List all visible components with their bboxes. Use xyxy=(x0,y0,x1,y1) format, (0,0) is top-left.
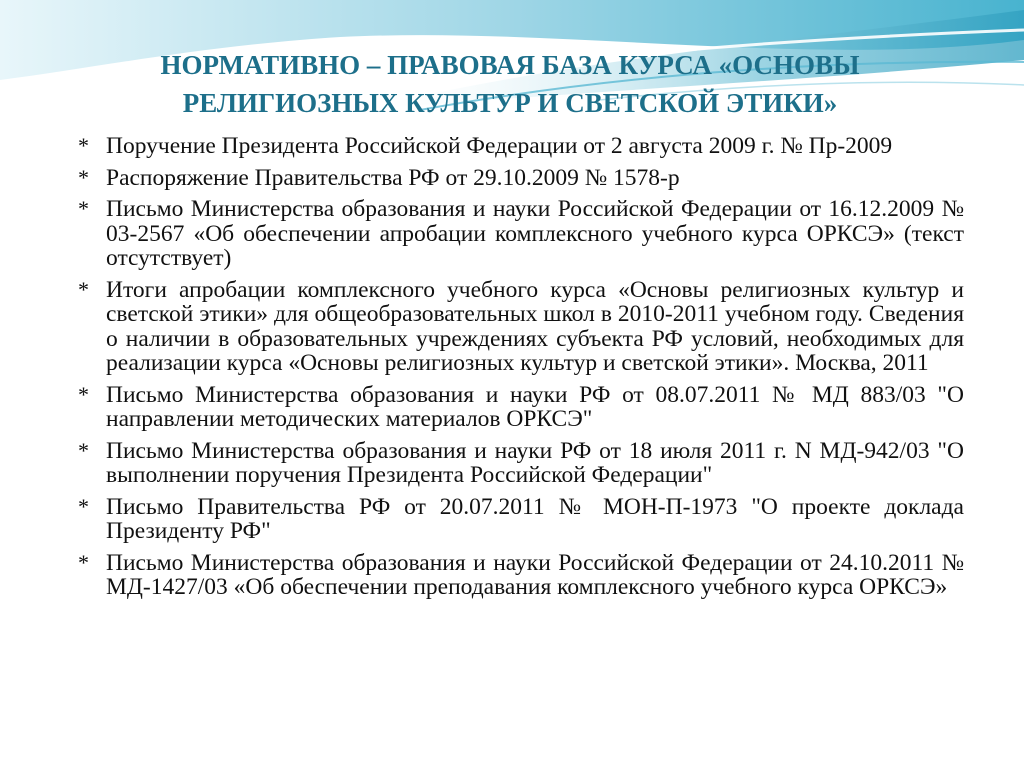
list-item-text: Итоги апробации комплексного учебного курса «Основы религиозных культур и светской этики» для общеобразовательных школ в 2010-2011 учебном году. Сведения о наличии в образовательных учреждениях субъекта РФ условий, необходимых для реализации курса «Основы религиозных культур и светской этики». Москва, 2011 xyxy=(106,276,964,376)
bullet-star: * xyxy=(78,437,89,463)
list-item xyxy=(78,495,964,544)
list-item-text: Распоряжение Правительства РФ от 29.10.2009 № 1578-р xyxy=(106,164,680,191)
list-item-text: Письмо Министерства образования и науки Российской Федерации от 16.12.2009 № 03-2567 «Об обеспечении апробации комплексного учебного курса ОРКСЭ» (текст отсутствует) xyxy=(106,196,964,271)
list-item xyxy=(78,439,964,488)
list-item xyxy=(78,197,964,271)
list-item xyxy=(78,278,964,376)
document-list xyxy=(78,134,964,607)
list-item-text: Поручение Президента Российской Федерации от 2 августа 2009 г. № Пр-2009 xyxy=(106,133,893,159)
list-item-text: Письмо Министерства образования и науки РФ от 08.07.2011 № МД 883/03 "О направлении методических материалов ОРКСЭ" xyxy=(106,381,964,432)
bullet-star: * xyxy=(78,164,89,190)
list-item xyxy=(78,551,964,600)
list-item-text: Письмо Правительства РФ от 20.07.2011 № МОН-П-1973 "О проекте доклада Президенту РФ" xyxy=(106,493,964,544)
list-item xyxy=(78,383,964,432)
bullet-star: * xyxy=(78,133,89,158)
list-item-text: Письмо Министерства образования и науки РФ от 18 июля 2011 г. N МД-942/03 "О выполнении поручения Президента Российской Федерации" xyxy=(106,437,964,488)
bullet-star: * xyxy=(78,381,89,407)
bullet-star: * xyxy=(78,549,89,575)
list-item-text: Письмо Министерства образования и науки Российской Федерации от 24.10.2011 № МД-1427/03 «Об обеспечении преподавания комплексного учебного курса ОРКСЭ» xyxy=(106,549,964,600)
bullet-star: * xyxy=(78,493,89,519)
list-item xyxy=(78,166,964,191)
bullet-star: * xyxy=(78,276,89,302)
slide-title: НОРМАТИВНО – ПРАВОВАЯ БАЗА КУРСА «ОСНОВЫ РЕЛИГИОЗНЫХ КУЛЬТУР И СВЕТСКОЙ ЭТИКИ» xyxy=(160,50,860,118)
bullet-star: * xyxy=(78,196,89,221)
list-item xyxy=(78,134,964,159)
